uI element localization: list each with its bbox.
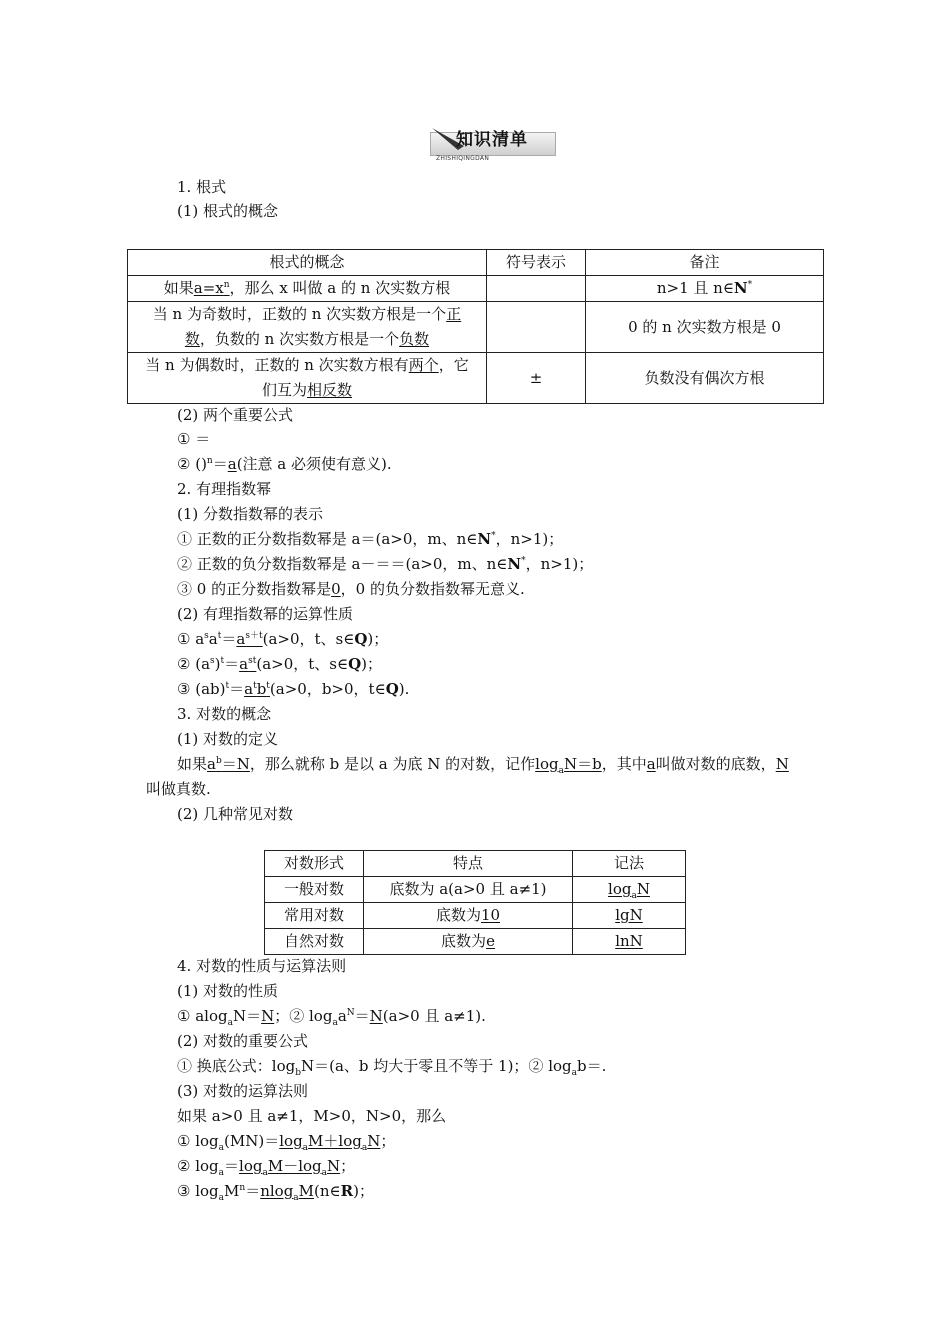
table-cell: 当 n 为奇数时，正数的 n 次实数方根是一个正 数，负数的 n 次实数方根是一个负数 xyxy=(128,302,487,353)
table-row xyxy=(128,353,824,404)
section-4-heading: 4. 对数的性质与运算法则 xyxy=(177,957,347,975)
section-4-sub2: (2) 对数的重要公式 xyxy=(177,1032,309,1050)
section-3-heading: 3. 对数的概念 xyxy=(177,705,272,723)
formula-line: ① 换底公式：$\log_bN=(a$、b 均大于零且不等于 1)；② $\log_ab=$. xyxy=(177,1057,607,1078)
section-1-sub2: (2) 两个重要公式 xyxy=(177,406,294,424)
section-1-heading: 1. 根式 xyxy=(177,178,227,196)
definition-line-cont: 叫做真数. xyxy=(146,780,211,798)
table-cell: 自然对数 xyxy=(265,929,364,955)
condition-line: 如果 a>0 且 a≠1，M>0，N>0，那么 xyxy=(177,1107,447,1125)
section-2-sub1: (1) 分数指数幂的表示 xyxy=(177,505,324,523)
table-row xyxy=(128,302,824,353)
formula-line: ① 正数的正分数指数幂是 a＝(a>0，m、n∈N*，n>1)； xyxy=(177,530,564,548)
table-header: 符号表示 xyxy=(487,250,586,276)
table-cell: 底数为e xyxy=(364,929,573,955)
table-cell: 常用对数 xyxy=(265,903,364,929)
formula-line: ① $a^sa^t=a^{s+t}(a>0$，t、s∈Q)； xyxy=(177,630,389,648)
banner-title: 知识清单 xyxy=(456,130,528,150)
section-4-sub1: (1) 对数的性质 xyxy=(177,982,279,1000)
table-cell: 负数没有偶次方根 xyxy=(586,353,824,404)
table-row xyxy=(265,929,686,955)
formula-line: ③ $\log_aM^n=nlog_aM(n\in R)$； xyxy=(177,1182,374,1203)
table-cell: n>1 且 n∈N* xyxy=(586,276,824,302)
table-header: 记法 xyxy=(573,851,686,877)
table-cell: 一般对数 xyxy=(265,877,364,903)
formula-line: ① ＝ xyxy=(177,430,211,448)
section-3-sub1: (1) 对数的定义 xyxy=(177,730,279,748)
definition-line: 如果$a^b=N$，那么就称 b 是以 a 为底 N 的对数，记作$\log_aN=b$，其中a叫做对数的底数，N xyxy=(177,755,789,776)
formula-line: ② $(a^s)^t=a^{st}(a>0$，t、s∈Q)； xyxy=(177,655,383,673)
section-banner xyxy=(430,124,556,164)
table-row xyxy=(128,276,824,302)
banner-subtitle: ZHISHIQINGDAN xyxy=(436,155,490,162)
table-cell: lgN xyxy=(573,903,686,929)
section-2-heading: 2. 有理指数幂 xyxy=(177,480,272,498)
table-cell: 0 的 n 次实数方根是 0 xyxy=(586,302,824,353)
table-row xyxy=(265,903,686,929)
table-cell xyxy=(487,276,586,302)
table-cell: 如果$a=x^n$，那么 x 叫做 a 的 n 次实数方根 xyxy=(128,276,487,302)
formula-line: ① $\log_a(MN)=\log_aM+\log_aN$； xyxy=(177,1132,396,1153)
formula-line: ② ()$^n$＝a(注意 a 必须使有意义). xyxy=(177,455,392,473)
table-header: 备注 xyxy=(586,250,824,276)
formula-line: ③ $(ab)^t=a^tb^t(a>0$，b>0，t∈Q). xyxy=(177,680,410,698)
formula-line: ② 正数的负分数指数幂是 a－＝＝(a>0，m、n∈N*，n>1)； xyxy=(177,555,594,573)
table-header: 对数形式 xyxy=(265,851,364,877)
formula-line: ① alog$_a$N＝N；② $\log_aa^N=N(a>0$ 且 a≠1). xyxy=(177,1007,486,1028)
table-header: 特点 xyxy=(364,851,573,877)
table-cell xyxy=(487,302,586,353)
section-4-sub3: (3) 对数的运算法则 xyxy=(177,1082,309,1100)
table-cell: 底数为10 xyxy=(364,903,573,929)
section-2-sub2: (2) 有理指数幂的运算性质 xyxy=(177,605,354,623)
table-cell: 当 n 为偶数时，正数的 n 次实数方根有两个，它 们互为相反数 xyxy=(128,353,487,404)
formula-line: ② $\log_a=\log_aM-\log_aN$； xyxy=(177,1157,356,1178)
section-1-sub1: (1) 根式的概念 xyxy=(177,202,279,220)
table-cell: 底数为 a(a>0 且 a≠1) xyxy=(364,877,573,903)
table-header: 根式的概念 xyxy=(128,250,487,276)
table-cell: ± xyxy=(487,353,586,404)
radical-table xyxy=(127,249,824,404)
section-3-sub2: (2) 几种常见对数 xyxy=(177,805,294,823)
log-table xyxy=(264,850,686,955)
table-row xyxy=(265,877,686,903)
formula-line: ③ 0 的正分数指数幂是0，0 的负分数指数幂无意义. xyxy=(177,580,525,598)
table-cell: $\log_aN$ xyxy=(573,877,686,903)
table-cell: lnN xyxy=(573,929,686,955)
